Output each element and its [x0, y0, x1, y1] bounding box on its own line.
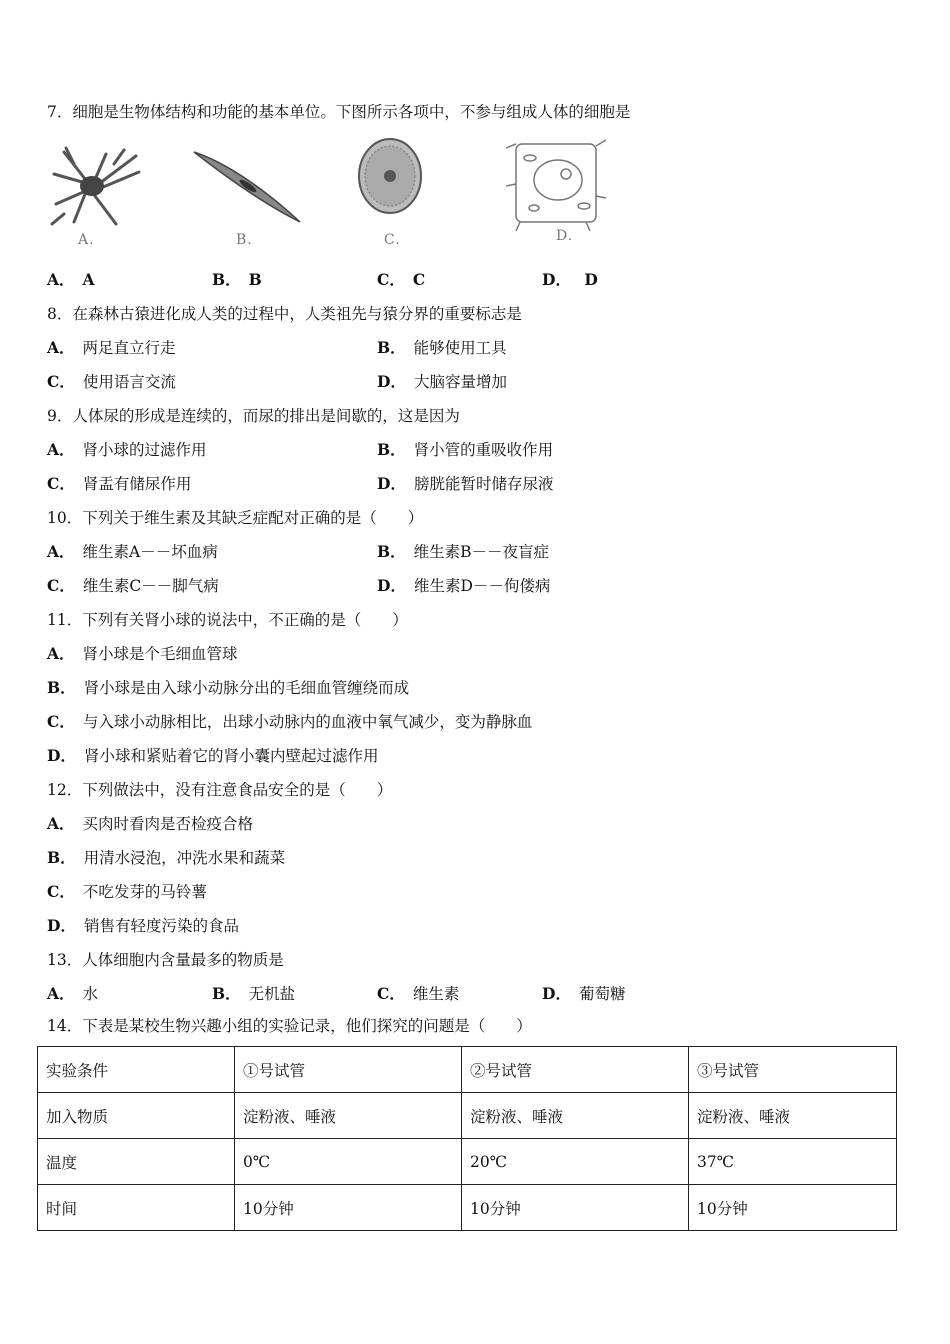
q11-stem: 11．下列有关肾小球的说法中，不正确的是（ ）	[47, 611, 408, 629]
q13-option-b: B． 无机盐	[212, 984, 296, 1003]
table-cell: 10分钟	[462, 1185, 689, 1231]
fig-label-a: A.	[78, 232, 95, 248]
table-cell: 实验条件	[38, 1047, 235, 1093]
q13-option-a: A． 水	[47, 984, 99, 1003]
table-cell: 淀粉液、唾液	[462, 1093, 689, 1139]
q10-option-b: B． 维生素B－－夜盲症	[377, 542, 550, 561]
q11-option-d: D． 肾小球和紧贴着它的肾小囊内壁起过滤作用	[47, 746, 379, 765]
q10-option-a: A． 维生素A－－坏血病	[47, 542, 218, 561]
plant-cell-icon	[506, 136, 606, 231]
q12-option-d: D． 销售有轻度污染的食品	[47, 916, 239, 935]
q8-option-b: B． 能够使用工具	[377, 338, 507, 357]
table-row	[38, 1139, 897, 1185]
table-row	[38, 1093, 897, 1139]
q12-option-c: C． 不吃发芽的马铃薯	[47, 882, 207, 901]
q13-stem: 13．人体细胞内含量最多的物质是	[47, 951, 284, 969]
q12-option-a: A． 买肉时看肉是否检疫合格	[47, 814, 254, 833]
q11-option-b: B． 肾小球是由入球小动脉分出的毛细血管缠绕而成	[47, 678, 410, 697]
table-cell: 10分钟	[235, 1185, 462, 1231]
table-cell: 淀粉液、唾液	[689, 1093, 897, 1139]
table-cell: 淀粉液、唾液	[235, 1093, 462, 1139]
q11-option-a: A． 肾小球是个毛细血管球	[47, 644, 238, 663]
q11-option-c: C． 与入球小动脉相比，出球小动脉内的血液中氧气减少，变为静脉血	[47, 712, 533, 731]
q7-option-a: A． A	[47, 270, 95, 289]
table-cell: ③号试管	[689, 1047, 897, 1093]
q9-option-b: B． 肾小管的重吸收作用	[377, 440, 554, 459]
q10-stem: 10．下列关于维生素及其缺乏症配对正确的是（ ）	[47, 509, 424, 527]
table-cell: 10分钟	[689, 1185, 897, 1231]
q10-option-c: C． 维生素C－－脚气病	[47, 576, 219, 595]
q12-stem: 12．下列做法中，没有注意食品安全的是（ ）	[47, 781, 393, 799]
q12-option-b: B． 用清水浸泡，冲洗水果和蔬菜	[47, 848, 286, 867]
q8-option-a: A． 两足直立行走	[47, 338, 176, 357]
q9-option-a: A． 肾小球的过滤作用	[47, 440, 207, 459]
q8-option-d: D． 大脑容量增加	[377, 372, 507, 391]
egg-cell-icon	[355, 136, 425, 226]
q7-figures	[40, 136, 640, 256]
table-cell: ②号试管	[462, 1047, 689, 1093]
q13-option-c: C． 维生素	[377, 984, 460, 1003]
table-row	[38, 1047, 897, 1093]
table-cell: 0℃	[235, 1139, 462, 1185]
q7-option-d: D． D	[542, 270, 598, 289]
table-row	[38, 1185, 897, 1231]
neuron-cell-icon	[44, 144, 144, 229]
fig-label-b: B.	[236, 232, 253, 248]
q9-stem: 9．人体尿的形成是连续的，而尿的排出是间歇的，这是因为	[47, 407, 460, 425]
q7-stem: 7．细胞是生物体结构和功能的基本单位。下图所示各项中，不参与组成人体的细胞是	[47, 103, 631, 121]
table-cell: 20℃	[462, 1139, 689, 1185]
table-cell: 37℃	[689, 1139, 897, 1185]
table-cell: 时间	[38, 1185, 235, 1231]
q8-option-c: C． 使用语言交流	[47, 372, 176, 391]
q9-option-d: D． 膀胱能暂时储存尿液	[377, 474, 554, 493]
q8-stem: 8．在森林古猿进化成人类的过程中，人类祖先与猿分界的重要标志是	[47, 305, 522, 323]
q10-option-d: D． 维生素D－－佝偻病	[377, 576, 551, 595]
q7-option-c: C． C	[377, 270, 426, 289]
table-cell: 温度	[38, 1139, 235, 1185]
table-cell: ①号试管	[235, 1047, 462, 1093]
q13-option-d: D． 葡萄糖	[542, 984, 626, 1003]
q14-stem: 14．下表是某校生物兴趣小组的实验记录，他们探究的问题是（ ）	[47, 1017, 532, 1035]
table-cell: 加入物质	[38, 1093, 235, 1139]
fig-label-d: D.	[556, 228, 574, 244]
fig-label-c: C.	[384, 232, 401, 248]
q7-option-b: B． B	[212, 270, 262, 289]
experiment-table	[37, 1046, 897, 1231]
q9-option-c: C． 肾盂有储尿作用	[47, 474, 192, 493]
smooth-muscle-cell-icon	[190, 144, 305, 229]
